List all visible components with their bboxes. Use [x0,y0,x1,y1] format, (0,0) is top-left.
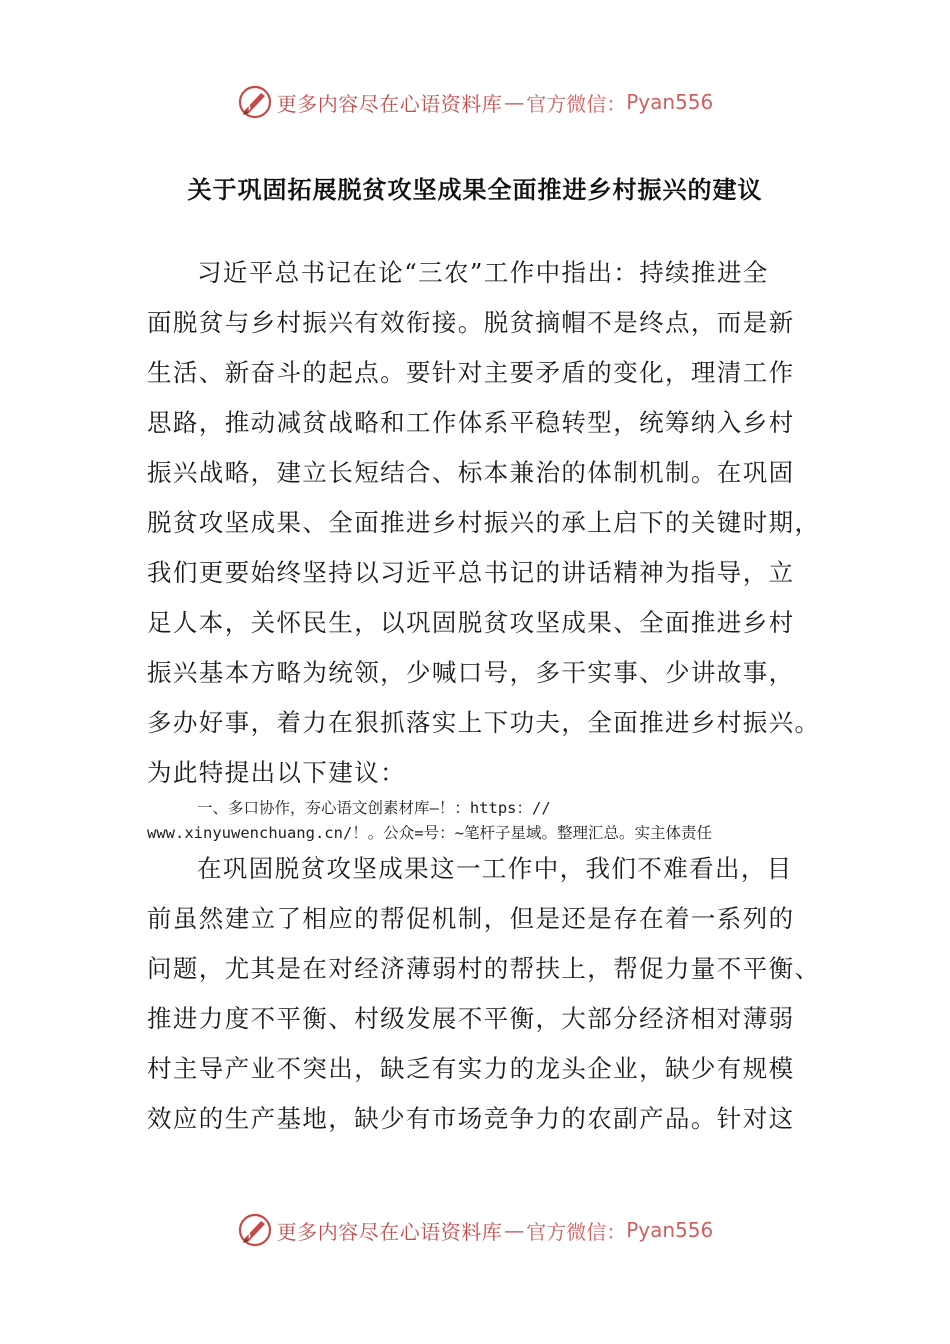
paragraph-line: 多办好事，着力在狠抓落实上下功夫，全面推进乡村振兴。 [147,708,821,737]
paragraph-line: 问题，尤其是在对经济薄弱村的帮扶上，帮促力量不平衡、 [147,954,821,983]
paragraph-problems [147,844,821,1144]
watermark-wechat-label: 官方微信： [526,1219,627,1244]
paragraph-line: 面脱贫与乡村振兴有效衔接。脱贫摘帽不是终点，而是新 [147,308,795,337]
paragraph-line: 振兴基本方略为统领，少喊口号，多干实事、少讲故事， [147,658,795,687]
paragraph-line: 效应的生产基地，缺少有市场竞争力的农副产品。针对这 [147,1104,795,1133]
document-title: 关于巩固拓展脱贫攻坚成果全面推进乡村振兴的建议 [187,176,763,204]
paragraph-line: 足人本，关怀民生，以巩固脱贫攻坚成果、全面推进乡村 [147,608,795,637]
watermark-banner-top [0,82,950,122]
section-heading-note [147,796,827,846]
paragraph-line: 在巩固脱贫攻坚成果这一工作中，我们不难看出，目 [197,854,793,883]
pen-logo-icon [237,1212,273,1248]
watermark-wechat-id: Pyan556 [626,90,714,114]
paragraph-line: 我们更要始终坚持以习近平总书记的讲话精神为指导，立 [147,558,795,587]
pen-logo-icon [237,84,273,120]
watermark-separator: — [504,90,525,114]
paragraph-line: 思路，推动减贫战略和工作体系平稳转型，统筹纳入乡村 [147,408,795,437]
note-line-1: 一、多口协作，夯心语文创素材库—！：https：// [197,799,551,817]
watermark-separator: — [504,1218,525,1242]
paragraph-line: 推进力度不平衡、村级发展不平衡，大部分经济相对薄弱 [147,1004,795,1033]
note-line-2: www.xinyuwenchuang.cn/！。公众=号：~笔杆子星域。整理汇总。实主体责任 [147,824,712,842]
paragraph-intro [147,248,821,798]
paragraph-line: 为此特提出以下建议： [147,758,406,787]
watermark-site-text: 更多内容尽在心语资料库 [276,1219,503,1244]
paragraph-line: 习近平总书记在论“三农”工作中指出：持续推进全 [197,258,769,287]
paragraph-line: 村主导产业不突出，缺乏有实力的龙头企业，缺少有规模 [147,1054,795,1083]
watermark-site-text: 更多内容尽在心语资料库 [276,91,503,116]
paragraph-line: 前虽然建立了相应的帮促机制，但是还是存在着一系列的 [147,904,795,933]
paragraph-line: 脱贫攻坚成果、全面推进乡村振兴的承上启下的关键时期， [147,508,821,537]
paragraph-line: 振兴战略，建立长短结合、标本兼治的体制机制。在巩固 [147,458,795,487]
watermark-wechat-label: 官方微信： [526,91,627,116]
watermark-banner-bottom [0,1210,950,1250]
watermark-wechat-id: Pyan556 [626,1218,714,1242]
paragraph-line: 生活、新奋斗的起点。要针对主要矛盾的变化，理清工作 [147,358,795,387]
